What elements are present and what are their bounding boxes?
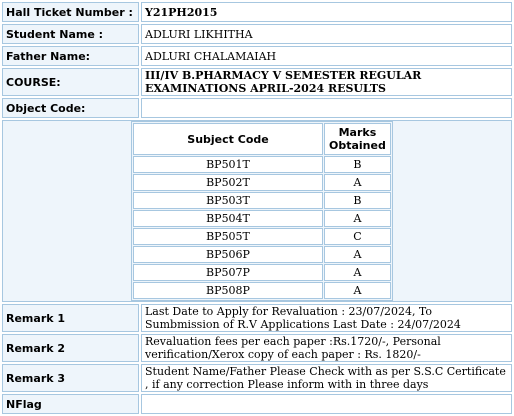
object-code-label: Object Code: [2, 98, 139, 118]
course-row [2, 68, 512, 96]
subject-code-cell: BP501T [133, 156, 323, 173]
table-row [133, 282, 391, 299]
hall-ticket-row [2, 2, 512, 22]
remark-2-text: Revaluation fees per each paper :Rs.1720/-, Personal verification/Xerox copy of each paper : Rs. 1820/- [141, 334, 512, 362]
father-name-label: Father Name: [2, 46, 139, 66]
father-name-value: ADLURI CHALAMAIAH [141, 46, 512, 66]
grade-cell: C [324, 228, 391, 245]
subject-code-cell: BP507P [133, 264, 323, 281]
subject-code-cell: BP506P [133, 246, 323, 263]
remark-3-label: Remark 3 [2, 364, 139, 392]
table-row [133, 192, 391, 209]
marks-header-row [133, 123, 391, 155]
subject-code-cell: BP504T [133, 210, 323, 227]
object-code-value [141, 98, 512, 118]
marks-section-row [2, 120, 512, 302]
table-row [133, 174, 391, 191]
remark-2-row [2, 334, 512, 362]
subject-code-cell: BP505T [133, 228, 323, 245]
nflag-label: NFlag [2, 394, 139, 414]
remark-3-text: Student Name/Father Please Check with as per S.S.C Certificate , if any correction Please inform with in three days [141, 364, 512, 392]
nflag-row [2, 394, 512, 414]
course-value: III/IV B.PHARMACY V SEMESTER REGULAR EXAMINATIONS APRIL-2024 RESULTS [141, 68, 512, 96]
object-code-row [2, 98, 512, 118]
grade-cell: A [324, 174, 391, 191]
grade-cell: B [324, 192, 391, 209]
table-row [133, 210, 391, 227]
subject-code-cell: BP508P [133, 282, 323, 299]
marks-obtained-header: Marks Obtained [324, 123, 391, 155]
remark-3-row [2, 364, 512, 392]
grade-cell: A [324, 210, 391, 227]
grade-cell: A [324, 246, 391, 263]
marks-table [131, 121, 393, 301]
grade-cell: A [324, 264, 391, 281]
remark-1-row [2, 304, 512, 332]
nflag-value [141, 394, 512, 414]
hall-ticket-label: Hall Ticket Number : [2, 2, 139, 22]
subject-code-header: Subject Code [133, 123, 323, 155]
grade-cell: A [324, 282, 391, 299]
father-name-row [2, 46, 512, 66]
subject-code-cell: BP503T [133, 192, 323, 209]
grade-cell: B [324, 156, 391, 173]
student-name-value: ADLURI LIKHITHA [141, 24, 512, 44]
table-row [133, 246, 391, 263]
remark-1-text: Last Date to Apply for Revaluation : 23/07/2024, To Sumbmission of R.V Applications Last Date : 24/07/2024 [141, 304, 512, 332]
hall-ticket-value: Y21PH2015 [141, 2, 512, 22]
student-name-label: Student Name : [2, 24, 139, 44]
student-name-row [2, 24, 512, 44]
table-row [133, 228, 391, 245]
marks-section [2, 120, 512, 302]
remark-1-label: Remark 1 [2, 304, 139, 332]
table-row [133, 264, 391, 281]
subject-code-cell: BP502T [133, 174, 323, 191]
course-label: COURSE: [2, 68, 139, 96]
table-row [133, 156, 391, 173]
remark-2-label: Remark 2 [2, 334, 139, 362]
